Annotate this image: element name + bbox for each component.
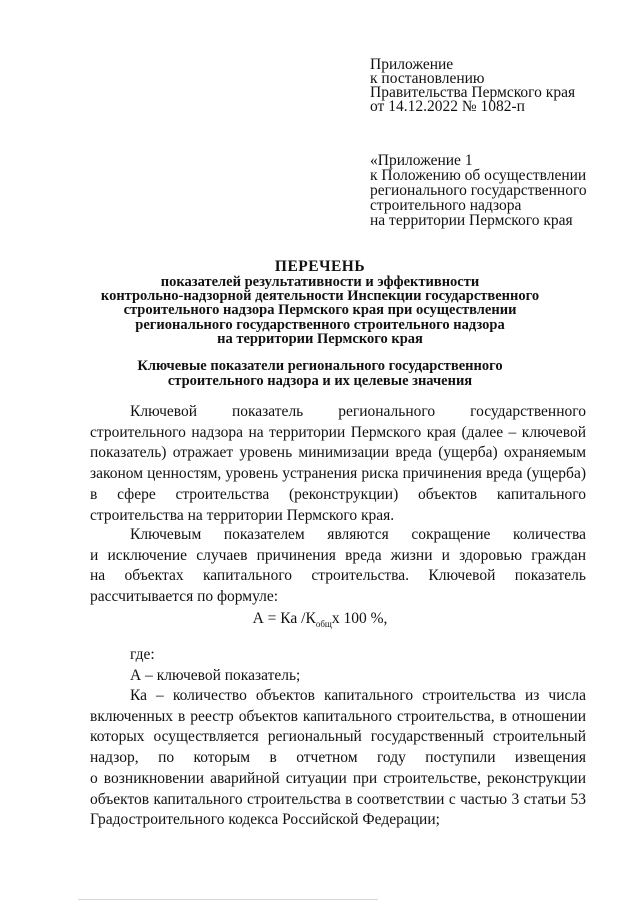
paragraph-line: строительного надзора на территории Пермского края (далее – ключевой (90, 423, 586, 441)
paragraph-line: показатель) отражает уровень минимизации вреда (ущерба) охраняемым (90, 444, 586, 462)
approval-stamp (370, 58, 620, 114)
subtitle-line: показателей результативности и эффективности (160, 274, 480, 290)
appendix-line: «Приложение 1 (370, 152, 473, 169)
formula-tail: х 100 %, (331, 610, 388, 627)
approval-line: Правительства Пермского края (370, 84, 576, 101)
paragraph-line: Ключевой показатель регионального государственного (130, 403, 586, 420)
paragraph-line: Ка – количество объектов капитального строительства из числа (130, 687, 586, 704)
approval-line: к постановлению (370, 70, 485, 87)
paragraph-line: в сфере строительства (реконструкции) объектов капитального (90, 485, 586, 503)
subtitle-line: контрольно-надзорной деятельности Инспекции государственного (100, 288, 540, 305)
paragraph-line: строительства на территории Пермского края. (90, 506, 395, 524)
document-subtitle (60, 275, 580, 346)
where-block (90, 645, 586, 686)
paragraph-key-indicator (90, 402, 586, 526)
appendix-line: на территории Пермского края (370, 212, 573, 229)
approval-line: Приложение (370, 56, 454, 73)
paragraph-line: о возникновении аварийной ситуации при строительстве, реконструкции (90, 769, 586, 787)
formula-main: А = Ка /К (252, 610, 316, 627)
paragraph-line: на объектах капитального строительства. Ключевой показатель (90, 567, 586, 585)
paragraph-line: Градостроительного кодекса Российской Федерации; (90, 811, 440, 829)
paragraph-line: объектов капитального строительства в соответствии с частью 3 статьи 53 (90, 790, 586, 808)
appendix-line: регионального государственного (370, 182, 587, 199)
definition-a: А – ключевой показатель; (130, 666, 301, 684)
section-heading (60, 359, 580, 389)
formula-subscript: общ (315, 619, 332, 630)
section-heading-line: Ключевые показатели регионального государственного (137, 358, 503, 374)
subtitle-line: строительного надзора Пермского края при осуществлении (123, 302, 517, 319)
where-label: где: (130, 646, 155, 663)
paragraph-line: надзор, по которым в отчетном году поступили извещения (90, 749, 586, 767)
section-heading-line: строительного надзора и их целевые значения (167, 373, 473, 389)
appendix-line: строительного надзора (370, 197, 522, 214)
paragraph-line: законом ценностям, уровень устранения риска причинения вреда (ущерба) (90, 465, 586, 483)
paragraph-line: Ключевым показателем являются сокращение количества (130, 526, 586, 543)
paragraph-line: и исключение случаев причинения вреда жизни и здоровью граждан (90, 546, 586, 564)
paragraph-line: включенных в реестр объектов капитального строительства, в отношении (90, 707, 586, 725)
formula (0, 610, 640, 629)
approval-line: от 14.12.2022 № 1082-п (370, 98, 525, 115)
paragraph-line: рассчитывается по формуле: (90, 588, 279, 606)
subtitle-line: регионального государственного строительного надзора (135, 316, 505, 333)
document-title: ПЕРЕЧЕНЬ (274, 258, 366, 275)
page-edge-rule (78, 899, 378, 900)
paragraph-indicators (90, 525, 586, 608)
paragraph-ka-definition (90, 686, 586, 831)
paragraph-line: которых осуществляется региональный государственный строительный (90, 728, 586, 746)
subtitle-line: на территории Пермского края (217, 330, 423, 347)
appendix-line: к Положению об осуществлении (370, 167, 587, 184)
appendix-reference (370, 153, 620, 228)
